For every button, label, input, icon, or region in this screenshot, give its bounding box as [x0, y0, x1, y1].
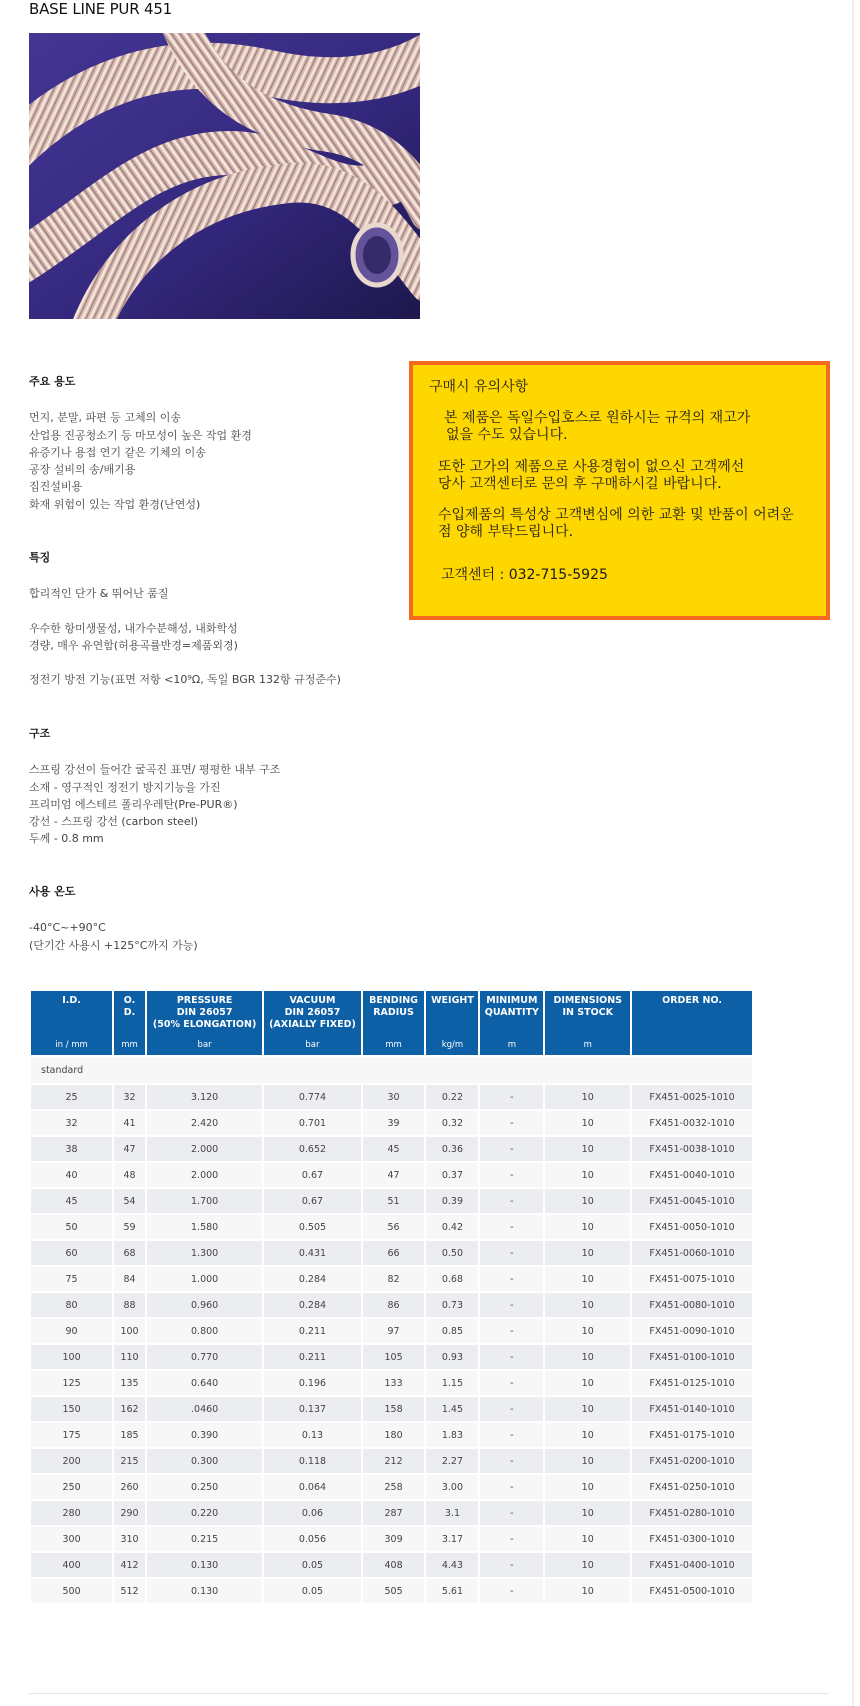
table-cell: 10: [545, 1215, 630, 1239]
column-header: [264, 991, 360, 1055]
table-cell: FX451-0300-1010: [632, 1527, 752, 1551]
table-cell: -: [480, 1475, 543, 1499]
notice-paragraph: [438, 459, 744, 493]
column-header: [147, 991, 262, 1055]
table-row: [31, 1449, 752, 1473]
table-cell: 0.67: [264, 1189, 360, 1213]
table-cell: 0.67: [264, 1163, 360, 1187]
table-cell: 10: [545, 1475, 630, 1499]
table-cell: 0.064: [264, 1475, 360, 1499]
table-cell: -: [480, 1163, 543, 1187]
notice-line: 또한 고가의 제품으로 사용경험이 없으신 고객께선: [438, 459, 745, 475]
table-cell: 0.32: [426, 1111, 478, 1135]
table-cell: 97: [363, 1319, 425, 1343]
table-cell: -: [480, 1137, 543, 1161]
table-cell: 10: [545, 1085, 630, 1109]
table-cell: 150: [31, 1397, 112, 1421]
table-cell: FX451-0175-1010: [632, 1423, 752, 1447]
section-structure: [29, 725, 409, 848]
table-cell: FX451-0280-1010: [632, 1501, 752, 1525]
table-cell: 60: [31, 1241, 112, 1265]
table-cell: 88: [114, 1293, 145, 1317]
table-cell: 41: [114, 1111, 145, 1135]
column-header-line: D.: [123, 1007, 136, 1018]
notice-line: 당사 고객센터로 문의 후 구매하시길 바랍니다.: [438, 476, 722, 492]
table-cell: 10: [545, 1189, 630, 1213]
table-cell: FX451-0050-1010: [632, 1215, 752, 1239]
table-cell: 0.770: [147, 1345, 262, 1369]
column-unit: mm: [385, 1040, 402, 1050]
table-cell: 300: [31, 1527, 112, 1551]
table-cell: 0.06: [264, 1501, 360, 1525]
table-cell: 212: [363, 1449, 425, 1473]
table-cell: 0.130: [147, 1553, 262, 1577]
table-row: [31, 1293, 752, 1317]
section-line: 먼지, 분말, 파편 등 고체의 이송: [29, 411, 181, 425]
table-cell: 10: [545, 1241, 630, 1265]
table-cell: 287: [363, 1501, 425, 1525]
table-cell: 0.05: [264, 1553, 360, 1577]
section-heading: 사용 온도: [29, 885, 76, 898]
table-row: [31, 1579, 752, 1603]
table-cell: 10: [545, 1163, 630, 1187]
group-label: standard: [31, 1057, 752, 1083]
table-cell: 38: [31, 1137, 112, 1161]
table-cell: 512: [114, 1579, 145, 1603]
notice-line: 없을 수도 있습니다.: [446, 427, 568, 443]
table-cell: 110: [114, 1345, 145, 1369]
table-cell: 0.640: [147, 1371, 262, 1395]
table-cell: 32: [114, 1085, 145, 1109]
table-cell: 310: [114, 1527, 145, 1551]
section-line: 공장 설비의 송/배기용: [29, 463, 136, 477]
table-cell: 1.15: [426, 1371, 478, 1395]
table-cell: FX451-0100-1010: [632, 1345, 752, 1369]
table-cell: 175: [31, 1423, 112, 1447]
table-cell: 2.27: [426, 1449, 478, 1473]
table-cell: FX451-0075-1010: [632, 1267, 752, 1291]
table-cell: 1.45: [426, 1397, 478, 1421]
table-cell: 0.93: [426, 1345, 478, 1369]
table-cell: 40: [31, 1163, 112, 1187]
table-cell: 0.505: [264, 1215, 360, 1239]
table-cell: 0.211: [264, 1319, 360, 1343]
table-row: [31, 1137, 752, 1161]
table-cell: 0.215: [147, 1527, 262, 1551]
table-cell: 10: [545, 1553, 630, 1577]
table-cell: 45: [31, 1189, 112, 1213]
column-unit: bar: [197, 1040, 212, 1050]
column-header-line: PRESSURE: [176, 995, 233, 1006]
section-line: -40°C~+90°C: [29, 921, 106, 935]
column-header: [363, 991, 425, 1055]
table-cell: 3.120: [147, 1085, 262, 1109]
table-cell: 75: [31, 1267, 112, 1291]
table-cell: 0.390: [147, 1423, 262, 1447]
column-header-line: DIN 26057: [176, 1007, 233, 1018]
table-cell: 0.68: [426, 1267, 478, 1291]
table-cell: -: [480, 1345, 543, 1369]
table-cell: 10: [545, 1579, 630, 1603]
table-cell: 0.85: [426, 1319, 478, 1343]
table-cell: 0.39: [426, 1189, 478, 1213]
table-row: [31, 1163, 752, 1187]
column-header-line: IN STOCK: [562, 1007, 613, 1018]
table-cell: 10: [545, 1527, 630, 1551]
table-cell: 250: [31, 1475, 112, 1499]
table-cell: 0.800: [147, 1319, 262, 1343]
table-row: [31, 1527, 752, 1551]
section-line: 프리미엄 에스테르 폴리우레탄(Pre-PUR®): [29, 797, 238, 811]
product-title: BASE LINE PUR 451: [29, 0, 173, 18]
table-header-row: [31, 991, 752, 1055]
table-cell: 3.17: [426, 1527, 478, 1551]
table-cell: 47: [114, 1137, 145, 1161]
purchase-notice-box: [409, 361, 830, 620]
section-line: 정전기 방전 기능(표면 저항 <10⁹Ω, 독일 BGR 132항 규정준수): [29, 673, 341, 687]
column-header-line: (50% ELONGATION): [152, 1019, 257, 1030]
table-cell: 125: [31, 1371, 112, 1395]
section-line: 화재 위험이 있는 작업 환경(난연성): [29, 497, 201, 511]
table-cell: 0.250: [147, 1475, 262, 1499]
section-temperature: [29, 883, 409, 954]
notice-paragraph: [438, 507, 794, 541]
table-cell: 10: [545, 1501, 630, 1525]
table-cell: 0.211: [264, 1345, 360, 1369]
table-cell: 0.130: [147, 1579, 262, 1603]
column-header-line: ORDER NO.: [662, 995, 722, 1006]
table-cell: 45: [363, 1137, 425, 1161]
column-header-line: (AXIALLY FIXED): [269, 1019, 356, 1030]
column-header-line: DIMENSIONS: [553, 995, 622, 1006]
table-cell: 1.83: [426, 1423, 478, 1447]
table-cell: 0.22: [426, 1085, 478, 1109]
table-cell: 90: [31, 1319, 112, 1343]
table-cell: FX451-0040-1010: [632, 1163, 752, 1187]
table-cell: -: [480, 1319, 543, 1343]
table-cell: 0.284: [264, 1293, 360, 1317]
table-cell: 0.05: [264, 1579, 360, 1603]
table-cell: 408: [363, 1553, 425, 1577]
table-cell: 258: [363, 1475, 425, 1499]
table-cell: 10: [545, 1423, 630, 1447]
section-line: 강선 - 스프링 강선 (carbon steel): [29, 815, 199, 829]
table-cell: 10: [545, 1293, 630, 1317]
section-heading: 특징: [29, 551, 51, 564]
column-header-line: MINIMUM: [486, 995, 538, 1006]
table-cell: 10: [545, 1449, 630, 1473]
table-cell: -: [480, 1111, 543, 1135]
table-cell: FX451-0045-1010: [632, 1189, 752, 1213]
table-cell: -: [480, 1579, 543, 1603]
table-cell: 2.000: [147, 1137, 262, 1161]
table-cell: 82: [363, 1267, 425, 1291]
table-cell: 80: [31, 1293, 112, 1317]
table-cell: 0.220: [147, 1501, 262, 1525]
table-row: [31, 1319, 752, 1343]
table-row: [31, 1371, 752, 1395]
table-cell: 0.118: [264, 1449, 360, 1473]
table-cell: 2.000: [147, 1163, 262, 1187]
table-cell: 105: [363, 1345, 425, 1369]
table-cell: 84: [114, 1267, 145, 1291]
table-cell: -: [480, 1215, 543, 1239]
table-cell: 66: [363, 1241, 425, 1265]
column-header-line: RADIUS: [373, 1007, 414, 1018]
table-cell: 135: [114, 1371, 145, 1395]
table-cell: 500: [31, 1579, 112, 1603]
column-unit: m: [583, 1040, 592, 1050]
customer-center-phone: 고객센터 : 032-715-5925: [441, 567, 608, 583]
section-line: 경량, 매우 유연함(허용곡률반경=제품외경): [29, 638, 238, 652]
column-header-line: O.: [123, 995, 136, 1006]
table-cell: 260: [114, 1475, 145, 1499]
table-cell: 0.137: [264, 1397, 360, 1421]
table-cell: 0.300: [147, 1449, 262, 1473]
notice-title: 구매시 유의사항: [429, 379, 529, 395]
table-cell: 10: [545, 1111, 630, 1135]
section-line: 유증기나 용접 연기 같은 기체의 이송: [29, 445, 206, 459]
spec-table: [29, 989, 754, 1605]
table-cell: -: [480, 1241, 543, 1265]
section-heading: 주요 용도: [29, 375, 76, 388]
column-header-line: WEIGHT: [431, 995, 474, 1006]
table-cell: -: [480, 1293, 543, 1317]
table-cell: 0.36: [426, 1137, 478, 1161]
table-cell: 0.960: [147, 1293, 262, 1317]
table-row: [31, 1345, 752, 1369]
table-cell: FX451-0400-1010: [632, 1553, 752, 1577]
table-cell: 100: [114, 1319, 145, 1343]
table-row: [31, 1397, 752, 1421]
table-cell: 1.580: [147, 1215, 262, 1239]
table-cell: 505: [363, 1579, 425, 1603]
table-cell: 10: [545, 1397, 630, 1421]
table-cell: -: [480, 1527, 543, 1551]
section-line: 합리적인 단가 & 뛰어난 품질: [29, 587, 169, 601]
table-cell: 0.42: [426, 1215, 478, 1239]
table-cell: 215: [114, 1449, 145, 1473]
notice-line: 수입제품의 특성상 고객변심에 의한 교환 및 반품이 어려운: [438, 507, 794, 523]
table-cell: FX451-0038-1010: [632, 1137, 752, 1161]
table-cell: 0.50: [426, 1241, 478, 1265]
table-cell: 412: [114, 1553, 145, 1577]
table-cell: FX451-0032-1010: [632, 1111, 752, 1135]
table-cell: 0.284: [264, 1267, 360, 1291]
section-heading: 구조: [29, 727, 51, 740]
table-cell: 280: [31, 1501, 112, 1525]
table-row: [31, 1189, 752, 1213]
table-cell: -: [480, 1397, 543, 1421]
column-header-line: BENDING: [369, 995, 418, 1006]
table-cell: FX451-0060-1010: [632, 1241, 752, 1265]
table-cell: 309: [363, 1527, 425, 1551]
section-line: 우수한 항미생물성, 내가수분해성, 내화학성: [29, 621, 238, 635]
column-header: [480, 991, 543, 1055]
column-header-line: QUANTITY: [484, 1007, 539, 1018]
table-cell: 50: [31, 1215, 112, 1239]
column-unit: mm: [121, 1040, 138, 1050]
table-cell: 47: [363, 1163, 425, 1187]
table-row: [31, 1553, 752, 1577]
table-row: [31, 1111, 752, 1135]
table-row: [31, 1085, 752, 1109]
section-line: 두께 - 0.8 mm: [29, 832, 104, 846]
table-cell: 39: [363, 1111, 425, 1135]
table-cell: 68: [114, 1241, 145, 1265]
table-row: [31, 1241, 752, 1265]
column-header-line: I.D.: [62, 995, 81, 1006]
table-cell: 30: [363, 1085, 425, 1109]
table-cell: .0460: [147, 1397, 262, 1421]
table-cell: 1.300: [147, 1241, 262, 1265]
column-header: [545, 991, 630, 1055]
section-line: 스프링 강선이 들어간 굴곡진 표면/ 평평한 내부 구조: [29, 763, 281, 777]
table-cell: 54: [114, 1189, 145, 1213]
table-cell: 162: [114, 1397, 145, 1421]
table-cell: 5.61: [426, 1579, 478, 1603]
table-cell: FX451-0080-1010: [632, 1293, 752, 1317]
table-cell: 10: [545, 1319, 630, 1343]
column-header: [114, 991, 145, 1055]
table-cell: 200: [31, 1449, 112, 1473]
table-cell: 185: [114, 1423, 145, 1447]
table-cell: 0.774: [264, 1085, 360, 1109]
table-cell: 56: [363, 1215, 425, 1239]
notice-line: 점 양해 부탁드립니다.: [438, 524, 574, 540]
column-header-line: VACUUM: [289, 995, 336, 1006]
table-cell: -: [480, 1449, 543, 1473]
table-cell: -: [480, 1267, 543, 1291]
table-cell: 10: [545, 1371, 630, 1395]
table-cell: 1.000: [147, 1267, 262, 1291]
table-cell: -: [480, 1423, 543, 1447]
table-row: [31, 1501, 752, 1525]
table-cell: -: [480, 1189, 543, 1213]
column-unit: kg/m: [441, 1040, 464, 1050]
section-applications: [29, 373, 409, 513]
table-cell: 0.431: [264, 1241, 360, 1265]
table-cell: 0.056: [264, 1527, 360, 1551]
page-edge-divider: [852, 0, 854, 1706]
table-cell: 180: [363, 1423, 425, 1447]
table-cell: 48: [114, 1163, 145, 1187]
table-cell: 51: [363, 1189, 425, 1213]
table-cell: 86: [363, 1293, 425, 1317]
table-row: [31, 1267, 752, 1291]
table-cell: 3.1: [426, 1501, 478, 1525]
table-cell: 290: [114, 1501, 145, 1525]
bottom-divider: [29, 1693, 829, 1694]
section-line: 집진설비용: [29, 480, 83, 494]
column-unit: in / mm: [55, 1040, 88, 1050]
column-header-line: DIN 26057: [284, 1007, 341, 1018]
table-cell: 100: [31, 1345, 112, 1369]
column-header: [426, 991, 478, 1055]
section-line: 산업용 진공청소기 등 마모성이 높은 작업 환경: [29, 428, 252, 442]
table-cell: FX451-0250-1010: [632, 1475, 752, 1499]
table-cell: 2.420: [147, 1111, 262, 1135]
table-cell: -: [480, 1501, 543, 1525]
table-cell: 0.73: [426, 1293, 478, 1317]
table-group-row: [31, 1057, 752, 1083]
table-cell: FX451-0025-1010: [632, 1085, 752, 1109]
table-cell: 1.700: [147, 1189, 262, 1213]
column-header: [632, 991, 752, 1055]
table-cell: 0.37: [426, 1163, 478, 1187]
table-cell: FX451-0500-1010: [632, 1579, 752, 1603]
table-cell: 3.00: [426, 1475, 478, 1499]
table-cell: 59: [114, 1215, 145, 1239]
table-cell: 400: [31, 1553, 112, 1577]
table-cell: 158: [363, 1397, 425, 1421]
table-cell: 10: [545, 1267, 630, 1291]
table-cell: FX451-0200-1010: [632, 1449, 752, 1473]
table-row: [31, 1423, 752, 1447]
section-features: [29, 549, 409, 688]
table-cell: FX451-0090-1010: [632, 1319, 752, 1343]
table-cell: FX451-0140-1010: [632, 1397, 752, 1421]
table-cell: 25: [31, 1085, 112, 1109]
table-cell: 4.43: [426, 1553, 478, 1577]
section-line: (단기간 사용시 +125°C까지 가능): [29, 938, 198, 952]
notice-paragraph: [444, 410, 750, 444]
table-cell: 0.196: [264, 1371, 360, 1395]
table-cell: 0.652: [264, 1137, 360, 1161]
table-row: [31, 1215, 752, 1239]
column-unit: m: [507, 1040, 516, 1050]
table-cell: 0.13: [264, 1423, 360, 1447]
table-cell: 10: [545, 1345, 630, 1369]
column-unit: bar: [305, 1040, 320, 1050]
table-cell: -: [480, 1553, 543, 1577]
table-cell: 10: [545, 1137, 630, 1161]
column-header: [31, 991, 112, 1055]
product-photo: [29, 33, 420, 319]
table-cell: -: [480, 1371, 543, 1395]
table-cell: FX451-0125-1010: [632, 1371, 752, 1395]
table-cell: 32: [31, 1111, 112, 1135]
section-line: 소재 - 영구적인 정전기 방지기능을 가진: [29, 780, 221, 794]
notice-line: 본 제품은 독일수입호스로 원하시는 규격의 재고가: [444, 410, 751, 426]
table-cell: 133: [363, 1371, 425, 1395]
table-cell: 0.701: [264, 1111, 360, 1135]
table-cell: -: [480, 1085, 543, 1109]
table-row: [31, 1475, 752, 1499]
